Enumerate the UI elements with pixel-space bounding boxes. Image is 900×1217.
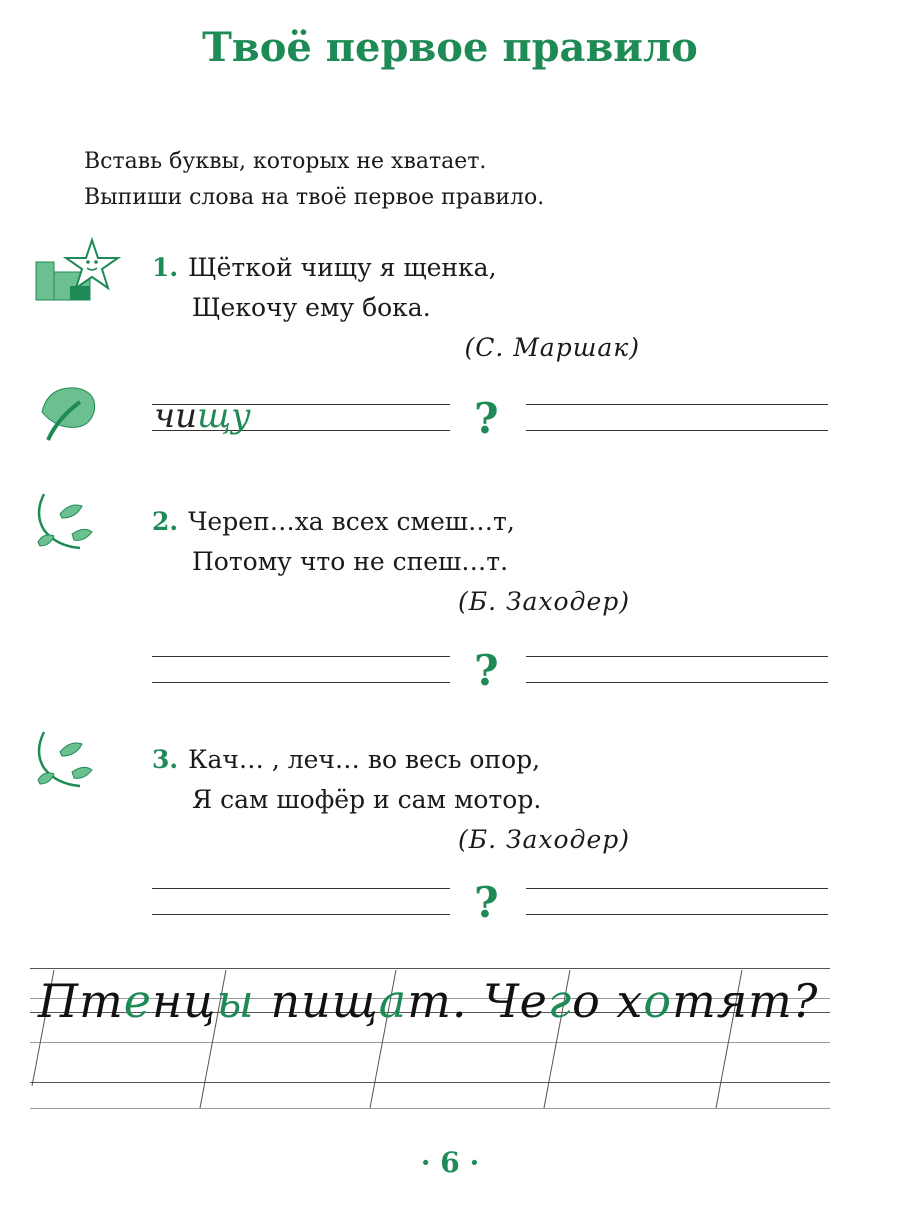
instruction-line: Вставь буквы, которых не хватает.: [84, 149, 487, 174]
sentence-segment: а: [378, 974, 408, 1028]
sentence-segment: пищ: [254, 974, 379, 1028]
question-mark: ?: [474, 646, 499, 695]
sentence-segment: г: [547, 974, 573, 1028]
exercise-3: [152, 740, 630, 860]
exercise-number: 2.: [152, 507, 179, 536]
practice-sentence: [38, 974, 818, 1028]
poem-line: Щекочу ему бока.: [192, 293, 431, 322]
sentence-segment: Пт: [38, 974, 124, 1028]
poem-line: Я сам шофёр и сам мотор.: [192, 785, 542, 814]
sentence-segment: ы: [216, 974, 255, 1028]
handwriting-practice: [30, 960, 830, 1120]
exercise-1: [152, 248, 640, 368]
poem-line: Кач… , леч… во весь опор,: [188, 745, 541, 774]
author: (Б. Заходер): [457, 587, 630, 616]
sentence-segment: е: [123, 974, 152, 1028]
exercise-number: 3.: [152, 745, 179, 774]
twig-icon: [30, 728, 96, 794]
question-mark: ?: [474, 394, 499, 443]
answer-row-2: [152, 646, 828, 696]
author: (Б. Заходер): [457, 825, 630, 854]
answer-row-1: [152, 394, 828, 444]
sentence-segment: т. Че: [407, 974, 548, 1028]
sentence-segment: тят?: [672, 974, 819, 1028]
poem-line: Щёткой чищу я щенка,: [188, 253, 497, 282]
instruction-line: Выпиши слова на твоё первое правило.: [84, 185, 545, 210]
sample-answer: чищу: [154, 396, 251, 436]
blocks-star-icon: [34, 236, 124, 302]
page-title: Твоё первое правило: [202, 24, 698, 71]
sentence-segment: о х: [572, 974, 644, 1028]
twig-icon: [30, 490, 96, 556]
instructions: [84, 144, 544, 216]
sentence-segment: нц: [151, 974, 217, 1028]
sentence-segment: о: [643, 974, 673, 1028]
page-number: · 6 ·: [420, 1146, 480, 1179]
leaf-icon: [32, 382, 102, 444]
poem-line: Потому что не спеш…т.: [192, 547, 509, 576]
author: (С. Маршак): [464, 333, 640, 362]
answer-row-3: [152, 878, 828, 928]
question-mark: ?: [474, 878, 499, 927]
exercise-number: 1.: [152, 253, 179, 282]
exercise-2: [152, 502, 630, 622]
poem-line: Череп…ха всех смеш…т,: [188, 507, 515, 536]
